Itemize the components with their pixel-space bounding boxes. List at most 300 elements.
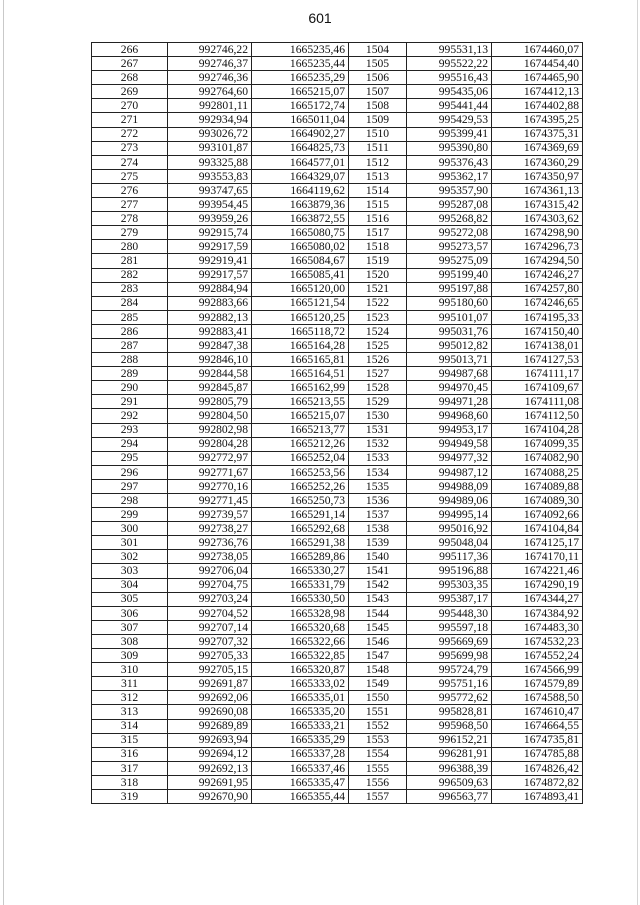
x-coordinate-b-cell: 995772,62 [407, 691, 492, 705]
table-row [92, 606, 583, 620]
y-coordinate-b-cell: 1674610,47 [492, 705, 583, 719]
point-number-a-cell: 266 [92, 43, 168, 57]
point-number-b-cell: 1536 [349, 494, 407, 508]
table-row [92, 437, 583, 451]
table-row [92, 775, 583, 789]
x-coordinate-b-cell: 995016,92 [407, 522, 492, 536]
coordinates-table-body [92, 43, 583, 804]
point-number-b-cell: 1509 [349, 113, 407, 127]
x-coordinate-a-cell: 992704,75 [168, 578, 252, 592]
y-coordinate-b-cell: 1674369,69 [492, 141, 583, 155]
y-coordinate-b-cell: 1674375,31 [492, 127, 583, 141]
y-coordinate-b-cell: 1674303,62 [492, 212, 583, 226]
table-row [92, 761, 583, 775]
y-coordinate-a-cell: 1665292,68 [252, 522, 349, 536]
point-number-b-cell: 1524 [349, 324, 407, 338]
x-coordinate-b-cell: 996563,77 [407, 789, 492, 803]
x-coordinate-a-cell: 992691,87 [168, 677, 252, 691]
y-coordinate-b-cell: 1674246,65 [492, 296, 583, 310]
x-coordinate-a-cell: 992845,87 [168, 381, 252, 395]
point-number-a-cell: 283 [92, 282, 168, 296]
x-coordinate-a-cell: 992884,94 [168, 282, 252, 296]
point-number-a-cell: 291 [92, 395, 168, 409]
y-coordinate-b-cell: 1674104,28 [492, 423, 583, 437]
y-coordinate-a-cell: 1665164,28 [252, 338, 349, 352]
table-row [92, 268, 583, 282]
point-number-b-cell: 1540 [349, 550, 407, 564]
y-coordinate-b-cell: 1674294,50 [492, 254, 583, 268]
x-coordinate-b-cell: 995669,69 [407, 634, 492, 648]
table-row [92, 423, 583, 437]
y-coordinate-a-cell: 1665335,01 [252, 691, 349, 705]
point-number-b-cell: 1504 [349, 43, 407, 57]
point-number-b-cell: 1512 [349, 155, 407, 169]
y-coordinate-a-cell: 1665212,26 [252, 437, 349, 451]
table-row [92, 564, 583, 578]
point-number-a-cell: 273 [92, 141, 168, 155]
y-coordinate-b-cell: 1674395,25 [492, 113, 583, 127]
point-number-b-cell: 1547 [349, 649, 407, 663]
x-coordinate-a-cell: 992804,28 [168, 437, 252, 451]
y-coordinate-a-cell: 1665337,28 [252, 747, 349, 761]
table-row [92, 733, 583, 747]
y-coordinate-a-cell: 1665250,73 [252, 494, 349, 508]
x-coordinate-a-cell: 992689,89 [168, 719, 252, 733]
x-coordinate-a-cell: 992670,90 [168, 789, 252, 803]
table-row [92, 71, 583, 85]
point-number-b-cell: 1520 [349, 268, 407, 282]
point-number-b-cell: 1548 [349, 663, 407, 677]
point-number-a-cell: 286 [92, 324, 168, 338]
y-coordinate-a-cell: 1663879,36 [252, 198, 349, 212]
point-number-a-cell: 285 [92, 310, 168, 324]
point-number-a-cell: 268 [92, 71, 168, 85]
point-number-a-cell: 278 [92, 212, 168, 226]
x-coordinate-a-cell: 992770,16 [168, 479, 252, 493]
point-number-b-cell: 1515 [349, 198, 407, 212]
point-number-b-cell: 1521 [349, 282, 407, 296]
y-coordinate-a-cell: 1665330,27 [252, 564, 349, 578]
point-number-a-cell: 313 [92, 705, 168, 719]
y-coordinate-b-cell: 1674125,17 [492, 536, 583, 550]
point-number-b-cell: 1523 [349, 310, 407, 324]
x-coordinate-a-cell: 992771,45 [168, 494, 252, 508]
point-number-b-cell: 1517 [349, 226, 407, 240]
table-row [92, 57, 583, 71]
x-coordinate-b-cell: 995196,88 [407, 564, 492, 578]
x-coordinate-a-cell: 992882,13 [168, 310, 252, 324]
point-number-a-cell: 307 [92, 620, 168, 634]
y-coordinate-b-cell: 1674588,50 [492, 691, 583, 705]
x-coordinate-a-cell: 992707,14 [168, 620, 252, 634]
x-coordinate-b-cell: 994989,06 [407, 494, 492, 508]
y-coordinate-b-cell: 1674170,11 [492, 550, 583, 564]
x-coordinate-b-cell: 995101,07 [407, 310, 492, 324]
point-number-a-cell: 282 [92, 268, 168, 282]
point-number-b-cell: 1557 [349, 789, 407, 803]
x-coordinate-a-cell: 992883,41 [168, 324, 252, 338]
point-number-a-cell: 303 [92, 564, 168, 578]
point-number-a-cell: 301 [92, 536, 168, 550]
scan-edge-right [637, 0, 638, 905]
point-number-b-cell: 1522 [349, 296, 407, 310]
point-number-a-cell: 272 [92, 127, 168, 141]
point-number-b-cell: 1551 [349, 705, 407, 719]
point-number-a-cell: 284 [92, 296, 168, 310]
x-coordinate-a-cell: 992738,05 [168, 550, 252, 564]
point-number-a-cell: 298 [92, 494, 168, 508]
x-coordinate-b-cell: 995275,09 [407, 254, 492, 268]
table-row [92, 747, 583, 761]
y-coordinate-b-cell: 1674893,41 [492, 789, 583, 803]
y-coordinate-b-cell: 1674089,30 [492, 494, 583, 508]
table-row [92, 663, 583, 677]
x-coordinate-b-cell: 995197,88 [407, 282, 492, 296]
point-number-a-cell: 280 [92, 240, 168, 254]
y-coordinate-b-cell: 1674150,40 [492, 324, 583, 338]
x-coordinate-b-cell: 994987,68 [407, 367, 492, 381]
table-row [92, 465, 583, 479]
x-coordinate-a-cell: 992692,13 [168, 761, 252, 775]
x-coordinate-b-cell: 995828,81 [407, 705, 492, 719]
x-coordinate-a-cell: 992934,94 [168, 113, 252, 127]
table-row [92, 353, 583, 367]
y-coordinate-b-cell: 1674221,46 [492, 564, 583, 578]
table-row [92, 169, 583, 183]
x-coordinate-b-cell: 995362,17 [407, 169, 492, 183]
point-number-b-cell: 1556 [349, 775, 407, 789]
y-coordinate-a-cell: 1665084,67 [252, 254, 349, 268]
point-number-b-cell: 1544 [349, 606, 407, 620]
x-coordinate-a-cell: 993747,65 [168, 183, 252, 197]
x-coordinate-b-cell: 994987,12 [407, 465, 492, 479]
table-row [92, 212, 583, 226]
table-row [92, 381, 583, 395]
x-coordinate-a-cell: 992739,57 [168, 508, 252, 522]
x-coordinate-b-cell: 996388,39 [407, 761, 492, 775]
y-coordinate-a-cell: 1665333,02 [252, 677, 349, 691]
point-number-b-cell: 1532 [349, 437, 407, 451]
x-coordinate-a-cell: 993026,72 [168, 127, 252, 141]
point-number-b-cell: 1516 [349, 212, 407, 226]
point-number-b-cell: 1514 [349, 183, 407, 197]
y-coordinate-b-cell: 1674111,17 [492, 367, 583, 381]
x-coordinate-a-cell: 992919,41 [168, 254, 252, 268]
point-number-a-cell: 294 [92, 437, 168, 451]
x-coordinate-b-cell: 995531,13 [407, 43, 492, 57]
x-coordinate-a-cell: 992846,10 [168, 353, 252, 367]
y-coordinate-a-cell: 1665162,99 [252, 381, 349, 395]
point-number-a-cell: 269 [92, 85, 168, 99]
point-number-b-cell: 1531 [349, 423, 407, 437]
point-number-b-cell: 1525 [349, 338, 407, 352]
y-coordinate-a-cell: 1665291,14 [252, 508, 349, 522]
y-coordinate-a-cell: 1665252,04 [252, 451, 349, 465]
point-number-b-cell: 1541 [349, 564, 407, 578]
point-number-b-cell: 1510 [349, 127, 407, 141]
x-coordinate-b-cell: 995117,36 [407, 550, 492, 564]
point-number-b-cell: 1511 [349, 141, 407, 155]
point-number-a-cell: 271 [92, 113, 168, 127]
y-coordinate-b-cell: 1674290,19 [492, 578, 583, 592]
x-coordinate-a-cell: 992804,50 [168, 409, 252, 423]
x-coordinate-b-cell: 995522,22 [407, 57, 492, 71]
y-coordinate-b-cell: 1674412,13 [492, 85, 583, 99]
point-number-a-cell: 287 [92, 338, 168, 352]
point-number-b-cell: 1549 [349, 677, 407, 691]
x-coordinate-a-cell: 992883,66 [168, 296, 252, 310]
x-coordinate-a-cell: 993101,87 [168, 141, 252, 155]
point-number-b-cell: 1535 [349, 479, 407, 493]
y-coordinate-a-cell: 1665322,85 [252, 649, 349, 663]
y-coordinate-a-cell: 1665331,79 [252, 578, 349, 592]
x-coordinate-b-cell: 995012,82 [407, 338, 492, 352]
y-coordinate-a-cell: 1665333,21 [252, 719, 349, 733]
table-row [92, 620, 583, 634]
point-number-b-cell: 1529 [349, 395, 407, 409]
x-coordinate-b-cell: 995435,06 [407, 85, 492, 99]
y-coordinate-a-cell: 1664577,01 [252, 155, 349, 169]
x-coordinate-a-cell: 992706,04 [168, 564, 252, 578]
y-coordinate-b-cell: 1674579,89 [492, 677, 583, 691]
point-number-a-cell: 277 [92, 198, 168, 212]
y-coordinate-a-cell: 1665355,44 [252, 789, 349, 803]
table-row [92, 634, 583, 648]
point-number-a-cell: 267 [92, 57, 168, 71]
x-coordinate-b-cell: 995303,35 [407, 578, 492, 592]
table-row [92, 43, 583, 57]
point-number-b-cell: 1519 [349, 254, 407, 268]
point-number-a-cell: 306 [92, 606, 168, 620]
y-coordinate-b-cell: 1674360,29 [492, 155, 583, 169]
y-coordinate-a-cell: 1665253,56 [252, 465, 349, 479]
y-coordinate-b-cell: 1674566,99 [492, 663, 583, 677]
y-coordinate-a-cell: 1664902,27 [252, 127, 349, 141]
y-coordinate-b-cell: 1674296,73 [492, 240, 583, 254]
x-coordinate-a-cell: 992847,38 [168, 338, 252, 352]
x-coordinate-b-cell: 995272,08 [407, 226, 492, 240]
x-coordinate-b-cell: 994953,17 [407, 423, 492, 437]
x-coordinate-b-cell: 995268,82 [407, 212, 492, 226]
y-coordinate-a-cell: 1665335,29 [252, 733, 349, 747]
y-coordinate-a-cell: 1665164,51 [252, 367, 349, 381]
point-number-b-cell: 1555 [349, 761, 407, 775]
y-coordinate-b-cell: 1674109,67 [492, 381, 583, 395]
table-row [92, 113, 583, 127]
table-row [92, 310, 583, 324]
y-coordinate-b-cell: 1674735,81 [492, 733, 583, 747]
point-number-b-cell: 1543 [349, 592, 407, 606]
point-number-a-cell: 297 [92, 479, 168, 493]
table-row [92, 789, 583, 803]
point-number-a-cell: 314 [92, 719, 168, 733]
table-row [92, 522, 583, 536]
y-coordinate-a-cell: 1665235,29 [252, 71, 349, 85]
point-number-a-cell: 311 [92, 677, 168, 691]
x-coordinate-a-cell: 993325,88 [168, 155, 252, 169]
y-coordinate-b-cell: 1674089,88 [492, 479, 583, 493]
x-coordinate-b-cell: 995516,43 [407, 71, 492, 85]
x-coordinate-a-cell: 992805,79 [168, 395, 252, 409]
point-number-b-cell: 1537 [349, 508, 407, 522]
point-number-b-cell: 1554 [349, 747, 407, 761]
point-number-a-cell: 319 [92, 789, 168, 803]
y-coordinate-b-cell: 1674785,88 [492, 747, 583, 761]
y-coordinate-b-cell: 1674104,84 [492, 522, 583, 536]
x-coordinate-b-cell: 995597,18 [407, 620, 492, 634]
point-number-b-cell: 1528 [349, 381, 407, 395]
table-row [92, 508, 583, 522]
point-number-a-cell: 316 [92, 747, 168, 761]
y-coordinate-a-cell: 1665213,55 [252, 395, 349, 409]
x-coordinate-a-cell: 992917,59 [168, 240, 252, 254]
y-coordinate-a-cell: 1664825,73 [252, 141, 349, 155]
x-coordinate-b-cell: 995287,08 [407, 198, 492, 212]
point-number-b-cell: 1552 [349, 719, 407, 733]
point-number-a-cell: 312 [92, 691, 168, 705]
y-coordinate-b-cell: 1674111,08 [492, 395, 583, 409]
x-coordinate-a-cell: 992746,36 [168, 71, 252, 85]
table-row [92, 85, 583, 99]
point-number-a-cell: 296 [92, 465, 168, 479]
table-row [92, 691, 583, 705]
table-row [92, 338, 583, 352]
y-coordinate-b-cell: 1674138,01 [492, 338, 583, 352]
x-coordinate-a-cell: 992705,15 [168, 663, 252, 677]
table-row [92, 649, 583, 663]
y-coordinate-a-cell: 1665235,44 [252, 57, 349, 71]
x-coordinate-b-cell: 995180,60 [407, 296, 492, 310]
y-coordinate-b-cell: 1674257,80 [492, 282, 583, 296]
x-coordinate-a-cell: 992802,98 [168, 423, 252, 437]
y-coordinate-b-cell: 1674092,66 [492, 508, 583, 522]
x-coordinate-a-cell: 992703,24 [168, 592, 252, 606]
y-coordinate-b-cell: 1674454,40 [492, 57, 583, 71]
table-row [92, 226, 583, 240]
x-coordinate-a-cell: 992917,57 [168, 268, 252, 282]
x-coordinate-b-cell: 995724,79 [407, 663, 492, 677]
point-number-a-cell: 310 [92, 663, 168, 677]
x-coordinate-a-cell: 992746,22 [168, 43, 252, 57]
y-coordinate-a-cell: 1663872,55 [252, 212, 349, 226]
point-number-a-cell: 299 [92, 508, 168, 522]
point-number-b-cell: 1506 [349, 71, 407, 85]
y-coordinate-b-cell: 1674465,90 [492, 71, 583, 85]
x-coordinate-b-cell: 995968,50 [407, 719, 492, 733]
point-number-b-cell: 1553 [349, 733, 407, 747]
y-coordinate-a-cell: 1665289,86 [252, 550, 349, 564]
x-coordinate-a-cell: 992704,52 [168, 606, 252, 620]
x-coordinate-a-cell: 993959,26 [168, 212, 252, 226]
point-number-b-cell: 1538 [349, 522, 407, 536]
point-number-a-cell: 274 [92, 155, 168, 169]
y-coordinate-b-cell: 1674298,90 [492, 226, 583, 240]
y-coordinate-a-cell: 1665215,07 [252, 85, 349, 99]
table-row [92, 536, 583, 550]
y-coordinate-b-cell: 1674315,42 [492, 198, 583, 212]
y-coordinate-a-cell: 1664329,07 [252, 169, 349, 183]
y-coordinate-a-cell: 1665215,07 [252, 409, 349, 423]
point-number-a-cell: 289 [92, 367, 168, 381]
x-coordinate-a-cell: 992772,97 [168, 451, 252, 465]
table-row [92, 254, 583, 268]
point-number-a-cell: 293 [92, 423, 168, 437]
y-coordinate-a-cell: 1665328,98 [252, 606, 349, 620]
x-coordinate-b-cell: 995273,57 [407, 240, 492, 254]
y-coordinate-a-cell: 1665335,47 [252, 775, 349, 789]
x-coordinate-a-cell: 992801,11 [168, 99, 252, 113]
y-coordinate-a-cell: 1665213,77 [252, 423, 349, 437]
point-number-b-cell: 1533 [349, 451, 407, 465]
y-coordinate-a-cell: 1665337,46 [252, 761, 349, 775]
table-row [92, 282, 583, 296]
x-coordinate-b-cell: 995199,40 [407, 268, 492, 282]
y-coordinate-a-cell: 1665291,38 [252, 536, 349, 550]
point-number-b-cell: 1526 [349, 353, 407, 367]
y-coordinate-b-cell: 1674552,24 [492, 649, 583, 663]
y-coordinate-b-cell: 1674664,55 [492, 719, 583, 733]
x-coordinate-a-cell: 992915,74 [168, 226, 252, 240]
table-row [92, 705, 583, 719]
x-coordinate-b-cell: 994988,09 [407, 479, 492, 493]
table-row [92, 198, 583, 212]
point-number-a-cell: 295 [92, 451, 168, 465]
y-coordinate-b-cell: 1674088,25 [492, 465, 583, 479]
x-coordinate-b-cell: 995751,16 [407, 677, 492, 691]
x-coordinate-b-cell: 995390,80 [407, 141, 492, 155]
x-coordinate-b-cell: 994949,58 [407, 437, 492, 451]
x-coordinate-b-cell: 994977,32 [407, 451, 492, 465]
x-coordinate-a-cell: 993954,45 [168, 198, 252, 212]
x-coordinate-b-cell: 995048,04 [407, 536, 492, 550]
x-coordinate-b-cell: 995031,76 [407, 324, 492, 338]
y-coordinate-b-cell: 1674384,92 [492, 606, 583, 620]
y-coordinate-b-cell: 1674099,35 [492, 437, 583, 451]
table-row [92, 99, 583, 113]
point-number-a-cell: 275 [92, 169, 168, 183]
x-coordinate-b-cell: 994971,28 [407, 395, 492, 409]
x-coordinate-b-cell: 995429,53 [407, 113, 492, 127]
x-coordinate-a-cell: 992736,76 [168, 536, 252, 550]
point-number-b-cell: 1507 [349, 85, 407, 99]
coordinates-table [91, 42, 583, 804]
point-number-b-cell: 1527 [349, 367, 407, 381]
y-coordinate-b-cell: 1674826,42 [492, 761, 583, 775]
y-coordinate-b-cell: 1674246,27 [492, 268, 583, 282]
point-number-a-cell: 292 [92, 409, 168, 423]
point-number-a-cell: 302 [92, 550, 168, 564]
y-coordinate-a-cell: 1665320,87 [252, 663, 349, 677]
x-coordinate-a-cell: 993553,83 [168, 169, 252, 183]
point-number-a-cell: 281 [92, 254, 168, 268]
x-coordinate-b-cell: 995448,30 [407, 606, 492, 620]
point-number-a-cell: 308 [92, 634, 168, 648]
point-number-b-cell: 1518 [349, 240, 407, 254]
table-row [92, 494, 583, 508]
x-coordinate-a-cell: 992738,27 [168, 522, 252, 536]
point-number-b-cell: 1530 [349, 409, 407, 423]
x-coordinate-b-cell: 995387,17 [407, 592, 492, 606]
x-coordinate-b-cell: 995441,44 [407, 99, 492, 113]
table-row [92, 677, 583, 691]
x-coordinate-b-cell: 995399,41 [407, 127, 492, 141]
x-coordinate-a-cell: 992705,33 [168, 649, 252, 663]
x-coordinate-b-cell: 994968,60 [407, 409, 492, 423]
x-coordinate-a-cell: 992764,60 [168, 85, 252, 99]
x-coordinate-b-cell: 995376,43 [407, 155, 492, 169]
scan-edge-left [3, 0, 4, 905]
point-number-a-cell: 309 [92, 649, 168, 663]
